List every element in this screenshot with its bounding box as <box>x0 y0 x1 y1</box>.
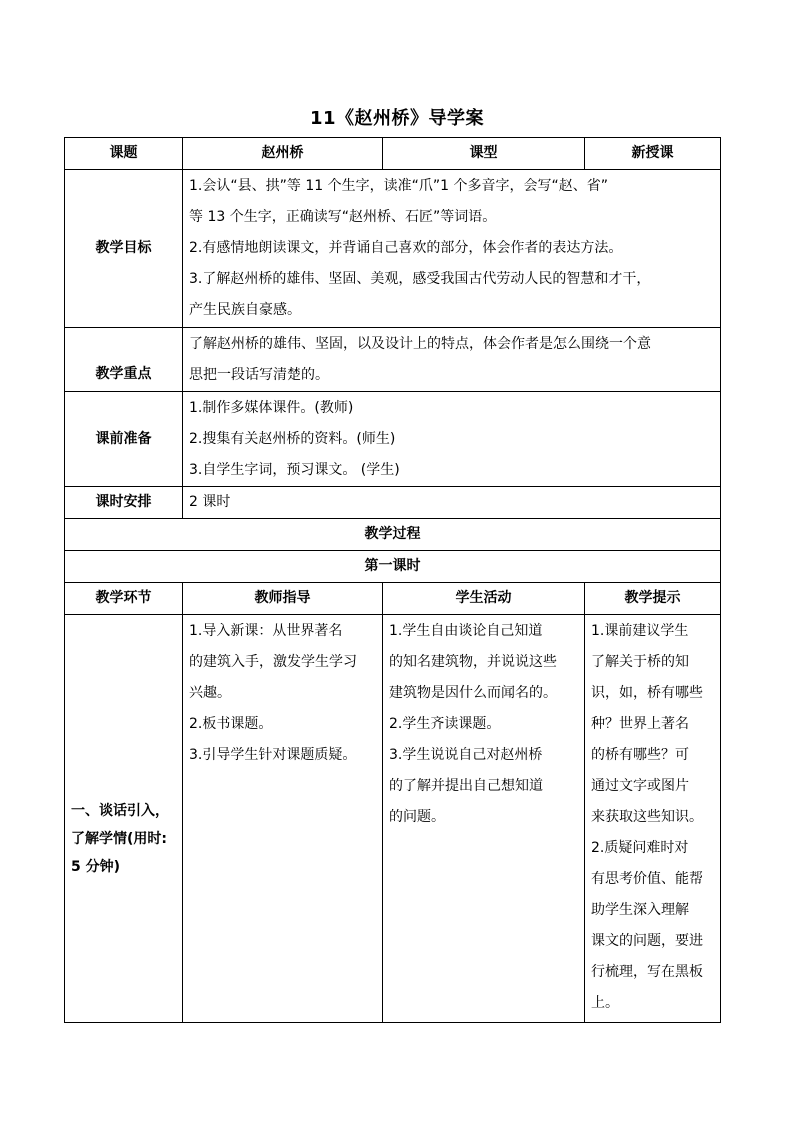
goals-line: 3.了解赵州桥的雄伟、坚固、美观，感受我国古代劳动人民的智慧和才干， <box>189 271 651 287</box>
goals-line: 等 13 个生字，正确读写“赵州桥、石匠”等词语。 <box>189 209 497 225</box>
goals-label: 教学目标 <box>65 170 183 328</box>
column-header-student: 学生活动 <box>383 583 585 615</box>
tip-line: 助学生深入理解 <box>591 902 689 918</box>
key-points-row <box>65 328 721 392</box>
lesson-heading: 第一课时 <box>65 551 721 583</box>
key-points-line: 思把一段话写清楚的。 <box>189 367 329 383</box>
teacher-line: 的建筑入手，激发学生学习 <box>189 654 357 670</box>
student-line: 2.学生齐读课题。 <box>389 716 501 732</box>
tip-line: 的桥有哪些？可 <box>591 747 689 763</box>
student-line: 的知名建筑物，并说说这些 <box>389 654 557 670</box>
teacher-line: 兴趣。 <box>189 685 231 701</box>
tip-line: 种？世界上著名 <box>591 716 689 732</box>
student-line: 3.学生说说自己对赵州桥 <box>389 747 543 763</box>
header-row <box>65 138 721 170</box>
step1-teacher-guidance <box>183 615 383 1023</box>
preparation-line: 2.搜集有关赵州桥的资料。(师生) <box>189 431 396 447</box>
goals-line: 1.会认“县、拱”等 11 个生字，读准“爪”1 个多音字，会写“赵、省” <box>189 178 608 194</box>
tip-line: 2.质疑问难时对 <box>591 840 689 856</box>
key-points-label: 教学重点 <box>65 328 183 392</box>
step1-name-line: 了解学情(用时: <box>71 830 167 847</box>
step1-name-line: 5 分钟) <box>71 858 121 875</box>
teacher-line: 1.导入新课：从世界著名 <box>189 623 343 639</box>
schedule-value: 2 课时 <box>183 487 721 519</box>
column-header-teacher: 教师指导 <box>183 583 383 615</box>
goals-row <box>65 170 721 328</box>
schedule-label: 课时安排 <box>65 487 183 519</box>
step1-row <box>65 615 721 1023</box>
preparation-content <box>183 392 721 487</box>
student-line: 1.学生自由谈论自己知道 <box>389 623 543 639</box>
schedule-row <box>65 487 721 519</box>
goals-content <box>183 170 721 328</box>
key-points-line: 了解赵州桥的雄伟、坚固，以及设计上的特点，体会作者是怎么围绕一个意 <box>189 336 651 352</box>
preparation-line: 3.自学生字词，预习课文。 (学生) <box>189 462 400 478</box>
lesson-plan-table <box>64 137 721 1023</box>
tip-line: 课文的问题，要进 <box>591 933 703 949</box>
column-header-tips: 教学提示 <box>585 583 721 615</box>
process-row <box>65 519 721 551</box>
lesson-row <box>65 551 721 583</box>
column-header-step: 教学环节 <box>65 583 183 615</box>
tip-line: 1.课前建议学生 <box>591 623 689 639</box>
student-line: 建筑物是因什么而闻名的。 <box>389 685 557 701</box>
preparation-row <box>65 392 721 487</box>
tip-line: 上。 <box>591 995 619 1011</box>
step1-name-line: 一、谈话引入， <box>71 802 169 819</box>
tip-line: 有思考价值、能帮 <box>591 871 703 887</box>
teacher-line: 3.引导学生针对课题质疑。 <box>189 747 357 763</box>
key-points-content <box>183 328 721 392</box>
preparation-line: 1.制作多媒体课件。(教师) <box>189 400 354 416</box>
type-label: 课型 <box>383 138 585 170</box>
tip-line: 通过文字或图片 <box>591 778 689 794</box>
step1-name <box>65 615 183 1023</box>
step1-teaching-tips <box>585 615 721 1023</box>
topic-label: 课题 <box>65 138 183 170</box>
tip-line: 了解关于桥的知 <box>591 654 689 670</box>
step1-student-activity <box>383 615 585 1023</box>
goals-line: 2.有感情地朗读课文，并背诵自己喜欢的部分，体会作者的表达方法。 <box>189 240 623 256</box>
document-title: 11《赵州桥》导学案 <box>309 108 485 129</box>
column-header-row <box>65 583 721 615</box>
tip-line: 识，如，桥有哪些 <box>591 685 703 701</box>
preparation-label: 课前准备 <box>65 392 183 487</box>
type-value: 新授课 <box>585 138 721 170</box>
student-line: 的了解并提出自己想知道 <box>389 778 543 794</box>
student-line: 的问题。 <box>389 809 445 825</box>
teacher-line: 2.板书课题。 <box>189 716 273 732</box>
tip-line: 来获取这些知识。 <box>591 809 703 825</box>
tip-line: 行梳理，写在黑板 <box>591 964 703 980</box>
process-heading: 教学过程 <box>65 519 721 551</box>
topic-value: 赵州桥 <box>183 138 383 170</box>
goals-line: 产生民族自豪感。 <box>189 302 301 318</box>
